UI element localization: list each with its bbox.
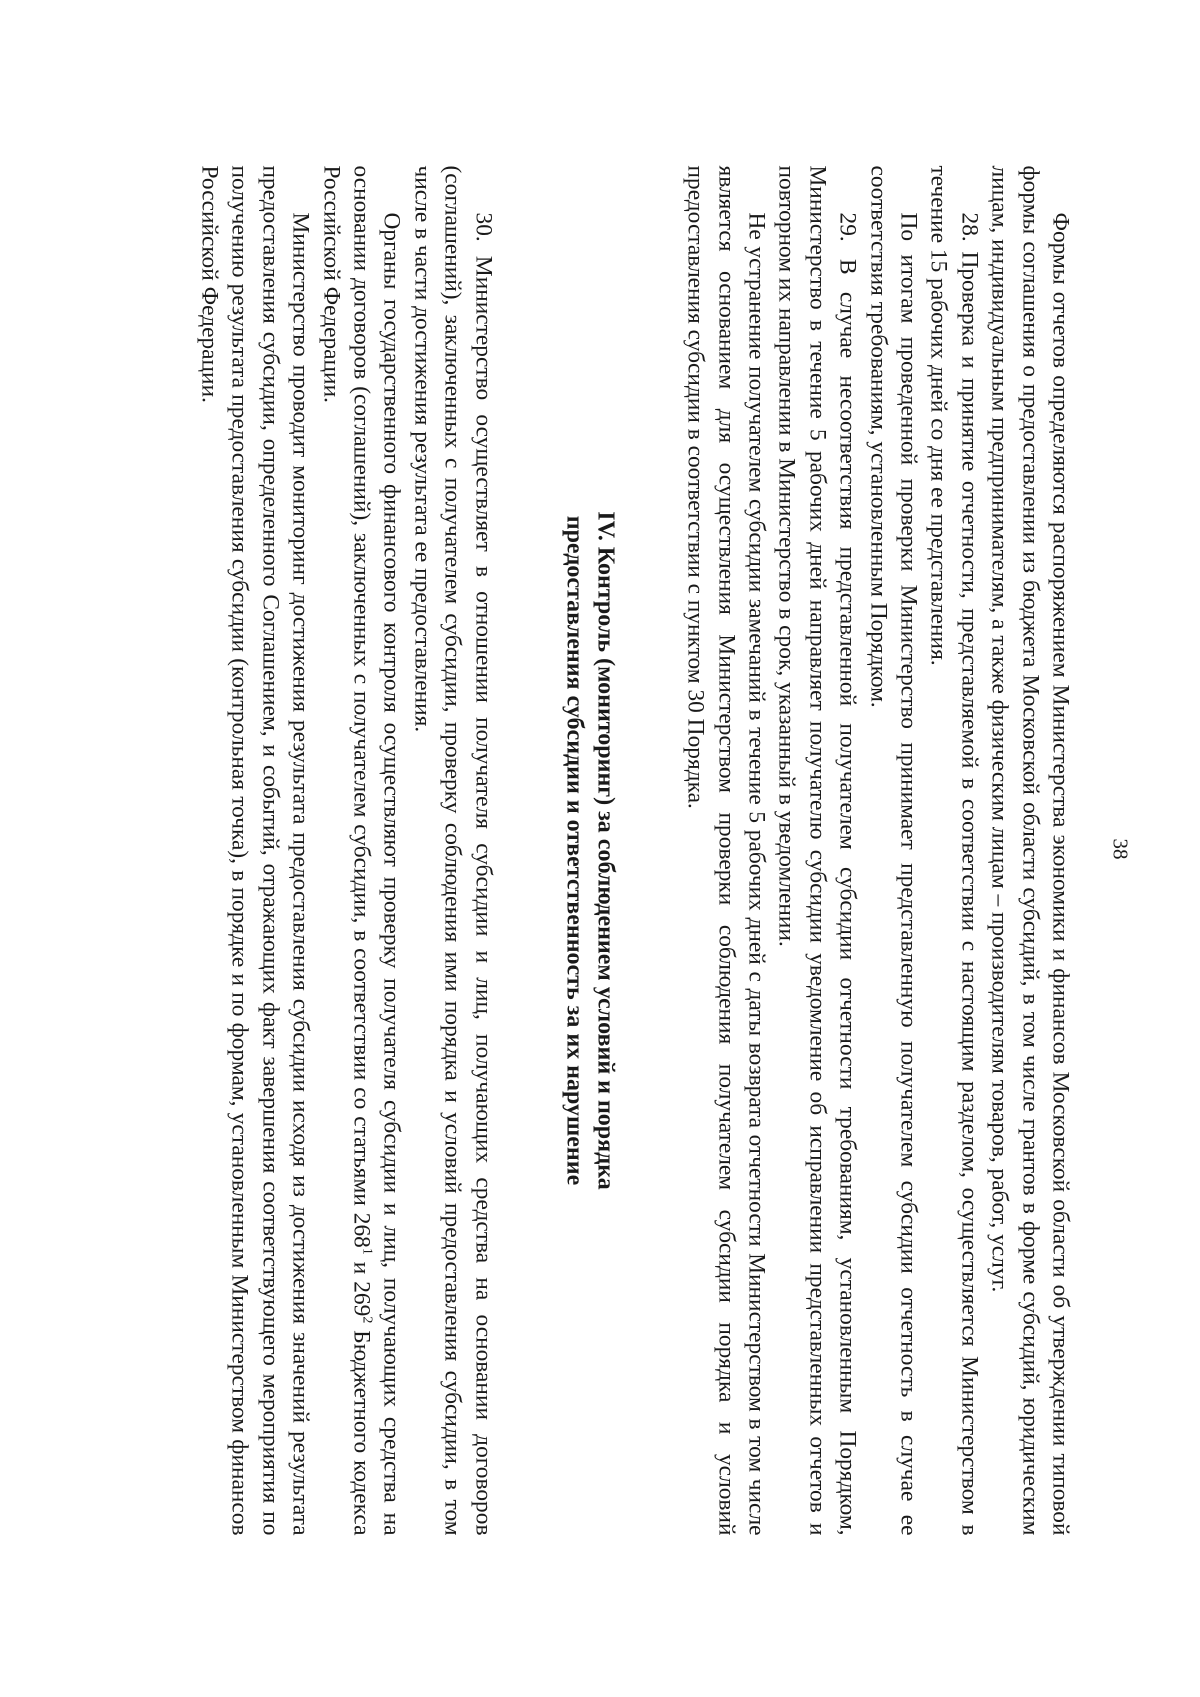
paragraph-report-forms: Формы отчетов определяются распоряжением Министерства экономики и финансов Московской области об утверждении типовой формы соглашения о предоставлении из бюджета Московской области субсидий, в том числе грантов в форме субсидий, юридическим лицам, индивидуальным предпринимателям, а также физическим лицам – производителям товаров, работ, услуг.	[986, 165, 1073, 1535]
state-control-text-a: Органы государственного финансового контроля осуществляют проверку получателя субсидии и лиц, получающих средства на основании договоров (соглашений), заключенных с получателем субсидии, в соответствии со статьями 268	[348, 165, 405, 1535]
paragraph-non-remedy: Не устранение получателем субсидии замечаний в течение 5 рабочих дней с даты возврата отчетности Министерством в том числе является основанием для осуществления Министерством проверки соблюдения получателем субсидии порядка и условий предоставления субсидии в соответствии с пунктом 30 Порядка.	[682, 165, 769, 1535]
state-control-text-c: Бюджетного кодекса Российской Федерации.	[317, 165, 375, 1535]
state-control-text-b: и 269	[348, 1254, 375, 1316]
paragraph-inspection-results: По итогам проведенной проверки Министерство принимает представленную получателем субсидии отчетность в случае ее соответствия требованиям, установленным Порядком.	[864, 165, 921, 1535]
paragraph-29: 29. В случае несоответствия представленной получателем субсидии отчетности требованиям, установленным Порядком, Министерство в течение 5 рабочих дней направляет получателю субсидии уведомление об исправлении представленных отчетов и повторном их направлении в Министерство в срок, указанный в уведомлении.	[773, 165, 861, 1535]
spacer	[498, 165, 558, 1535]
paragraph-28: 28. Проверка и принятие отчетности, представляемой в соответствии с настоящим разделом, осуществляется Министерством в течение 15 рабочих дней со дня ее представления.	[925, 165, 982, 1535]
superscript-1: 1	[358, 1247, 375, 1255]
paragraph-30: 30. Министерство осуществляет в отношении получателя субсидии и лиц, получающих средства на основании договоров (соглашений), заключенных с получателем субсидии, проверку соблюдения ими порядка и условий предоставления субсидии, в том числе в части достижения результата ее предоставления.	[408, 165, 496, 1535]
paragraph-monitoring: Министерство проводит мониторинг достижения результата предоставления субсидии исходя из достижения значений результата предоставления субсидии, определенного Соглашением, и событий, отражающих факт завершения соответствующего мероприятия по получению результата предоставления субсидии (контрольная точка), в порядке и по формам, установленным Министерством финансов Российской Федерации.	[196, 165, 314, 1535]
superscript-2: 2	[358, 1315, 375, 1323]
spacer	[620, 165, 680, 1535]
page-number: 38	[1108, 838, 1132, 859]
section-heading-line-1: IV. Контроль (мониторинг) за соблюдением условий и порядка	[591, 510, 618, 1190]
document-body	[194, 165, 1075, 1535]
section-heading-line-2: предоставления субсидии и ответственность за их нарушение	[560, 515, 587, 1185]
paragraph-state-control	[315, 165, 406, 1535]
